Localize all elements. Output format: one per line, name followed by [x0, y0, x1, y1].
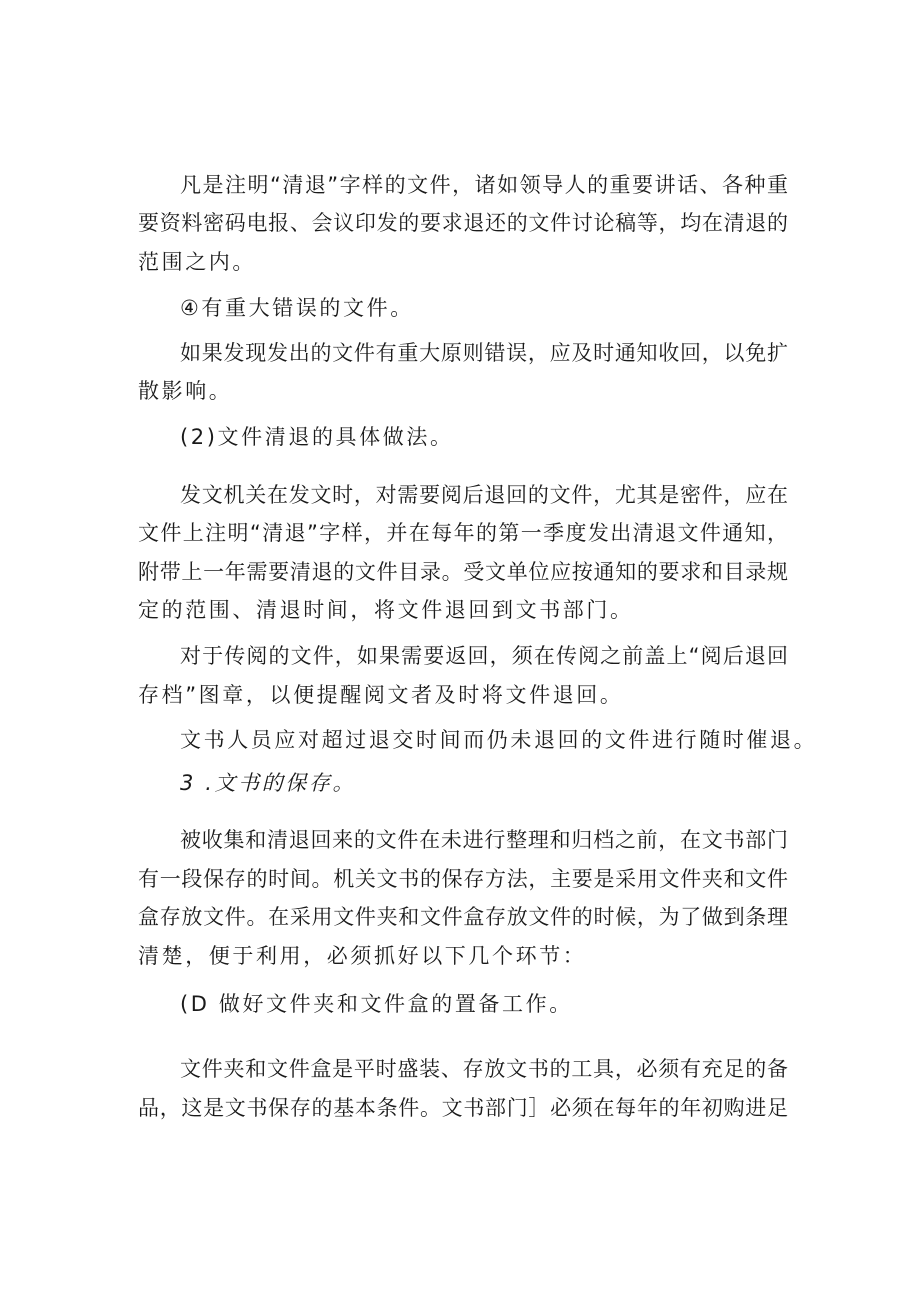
paragraph-line: 定的范围、清退时间，将文件退回到文书部门。 [138, 598, 634, 622]
paragraph-line: 发文机关在发文时，对需要阅后退回的文件，尤其是密件，应在 [180, 483, 788, 507]
paragraph-line: 盒存放文件。在采用文件夹和文件盒存放文件的时候，为了做到条理 [138, 905, 788, 929]
section-heading: 3 .文书的保存。 [180, 771, 357, 795]
list-item-heading: (D 做好文件夹和文件盒的置备工作。 [180, 992, 573, 1016]
paragraph-line: 被收集和清退回来的文件在未进行整理和归档之前，在文书部门 [180, 828, 788, 852]
section-heading: (2)文件清退的具体做法。 [180, 425, 454, 449]
paragraph-line: 文件上注明“清退”字样，并在每年的第一季度发出清退文件通知， [138, 521, 788, 545]
paragraph-line: 范围之内。 [138, 250, 256, 274]
paragraph-line: 散影响。 [138, 379, 233, 403]
paragraph-line: 品，这是文书保存的基本条件。文书部门］必须在每年的年初购进足 [138, 1096, 788, 1120]
paragraph-line: 要资料密码电报、会议印发的要求退还的文件讨论稿等，均在清退的 [138, 211, 788, 235]
paragraph-line: 清楚，便于利用，必须抓好以下几个环节： [138, 944, 587, 968]
paragraph-line: 凡是注明“清退”字样的文件，诸如领导人的重要讲话、各种重 [180, 173, 788, 197]
paragraph-line: 存档”图章，以便提醒阅文者及时将文件退回。 [138, 683, 624, 707]
paragraph-line: 文件夹和文件盒是平时盛装、存放文书的工具，必须有充足的备 [180, 1057, 788, 1081]
paragraph-line: 有一段保存的时间。机关文书的保存方法，主要是采用文件夹和文件 [138, 867, 788, 891]
paragraph-line: 如果发现发出的文件有重大原则错误，应及时通知收回，以免扩 [180, 341, 788, 365]
paragraph-line: 文书人员应对超过退交时间而仍未退回的文件进行随时催退。 [180, 728, 818, 752]
list-item-heading: ④有重大错误的文件。 [180, 296, 414, 320]
paragraph-line: 对于传阅的文件，如果需要返回，须在传阅之前盖上“阅后退回 [180, 644, 788, 668]
paragraph-line: 附带上一年需要清退的文件目录。受文单位应按通知的要求和目录规 [138, 560, 788, 584]
